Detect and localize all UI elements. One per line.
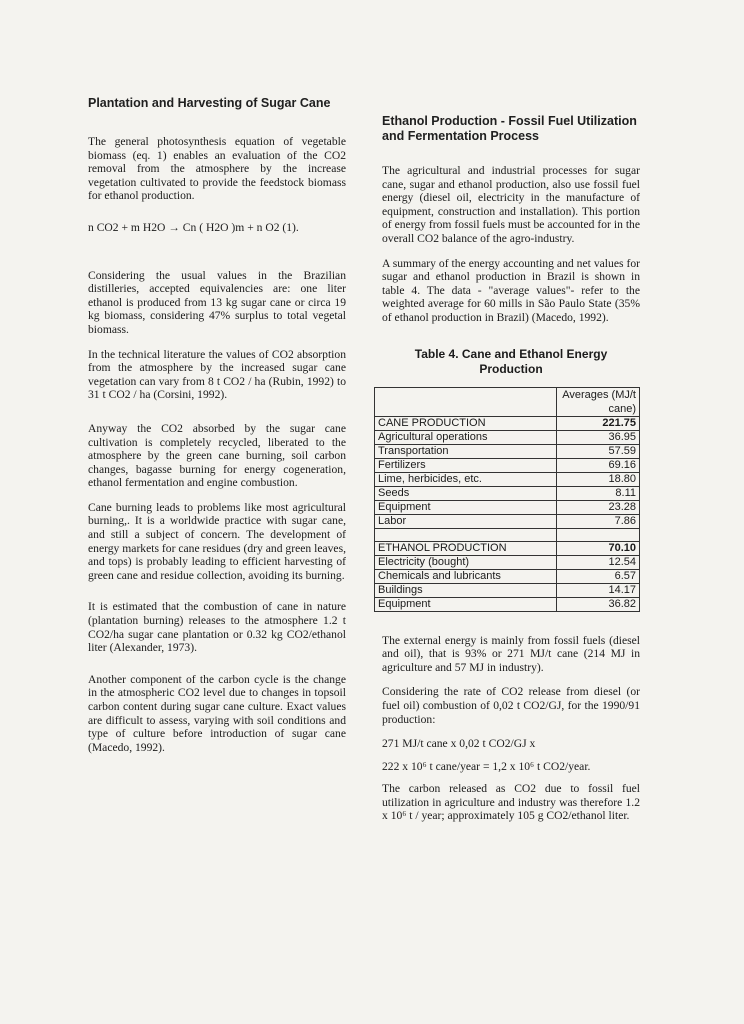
paragraph: The carbon released as CO2 due to fossil fuel utilization in agriculture and industry was therefore 1.2 x 10⁶ t / year; approximately 105 g CO2/ethanol liter. <box>382 782 640 823</box>
paragraph: The agricultural and industrial processes for sugar cane, sugar and ethanol production, also use fossil fuel energy (diesel oil, electricity in the manufacture of equipment, construction and installation). This portion of energy from fossil fuels must be accounted for in the overall CO2 balance of the agro-industry. <box>382 164 640 245</box>
table-row <box>375 597 640 611</box>
table-row-value: 23.28 <box>557 500 640 514</box>
equation-photosynthesis: n CO2 + m H2O → Cn ( H2O )m + n O2 (1). <box>88 220 299 234</box>
table-section-label: CANE PRODUCTION <box>375 416 557 430</box>
section-heading-plantation: Plantation and Harvesting of Sugar Cane <box>88 96 331 110</box>
paragraph: In the technical literature the values of CO2 absorption from the atmosphere by the increased sugar cane vegetation can vary from 8 t CO2 / ha (Rubin, 1992) to 31 t CO2 / ha (Corsini, 1992). <box>88 347 346 402</box>
ethanol-rows <box>375 555 640 611</box>
table-header-averages: Averages (MJ/t cane) <box>557 387 640 416</box>
table-row-value: 36.95 <box>557 430 640 444</box>
table-section-label: ETHANOL PRODUCTION <box>375 541 557 555</box>
paragraph: The external energy is mainly from fossil fuels (diesel and oil), that is 93% or 271 MJ/t cane (214 MJ in agriculture and 57 MJ in industry). <box>382 633 640 674</box>
table-row <box>375 486 640 500</box>
table-row-value: 6.57 <box>557 569 640 583</box>
table-row-label: Labor <box>375 514 557 528</box>
notes-block <box>382 634 640 824</box>
table-row <box>375 569 640 583</box>
paragraph: Anyway the CO2 absorbed by the sugar cane cultivation is completely recycled, liberated to the atmosphere by the green cane burning, soil carbon changes, bagasse burning for energy cogeneration, ethanol fermentation and engine combustion. <box>88 421 346 490</box>
left-column <box>88 96 346 765</box>
table-row-label: Agricultural operations <box>375 430 557 444</box>
table-row <box>375 444 640 458</box>
table-row-label: Transportation <box>375 444 557 458</box>
paragraph: Considering the rate of CO2 release from diesel (or fuel oil) combustion of 0,02 t CO2/GJ, for the 1990/91 production: <box>382 685 640 726</box>
right-column <box>378 96 640 834</box>
table-row-value: 7.86 <box>557 514 640 528</box>
paragraph: Considering the usual values in the Brazilian distilleries, accepted equivalencies are: one liter ethanol is produced from 13 kg sugar cane or circa 19 kg biomass, considering 47% surplus to total vegetal biomass. <box>88 268 346 336</box>
table-row <box>375 555 640 569</box>
paragraph: Cane burning leads to problems like most agricultural burning,. It is a worldwide practice with sugar cane, and still a subject of concern. The development of energy markets for cane residues (dry and green leaves, and tops) is probably leading to efficient harvesting of green cane and residue collection, avoiding its burning. <box>88 500 346 582</box>
table-section-row-cane <box>375 416 640 430</box>
paragraph: Another component of the carbon cycle is the change in the atmospheric CO2 level due to changes in topsoil carbon content during sugar cane culture. Exact values are difficult to assess, varying with soil conditions and type of culture before introduction of sugar cane (Macedo, 1992). <box>88 672 346 754</box>
table-row-value: 57.59 <box>557 444 640 458</box>
table-row-label: Lime, herbicides, etc. <box>375 472 557 486</box>
table-section-total: 221.75 <box>557 416 640 430</box>
cane-rows <box>375 430 640 528</box>
table-row-value: 36.82 <box>557 597 640 611</box>
table-header-row <box>375 387 640 416</box>
paragraph: The general photosynthesis equation of vegetable biomass (eq. 1) enables an evaluation of the CO2 removal from the atmosphere by the increase vegetation cultivated to provide the feedstock biomass for ethanol production. <box>88 135 346 203</box>
formula-line: 271 MJ/t cane x 0,02 t CO2/GJ x <box>382 737 536 751</box>
table-row <box>375 583 640 597</box>
table-row-label: Buildings <box>375 583 557 597</box>
energy-table <box>374 387 640 612</box>
table-row <box>375 500 640 514</box>
table-title: Table 4. Cane and Ethanol Energy Production <box>414 346 608 376</box>
table-spacer-cell <box>375 528 557 541</box>
table-row-value: 12.54 <box>557 555 640 569</box>
table-row-label: Equipment <box>375 597 557 611</box>
table-row-label: Chemicals and lubricants <box>375 569 557 583</box>
table-section-total: 70.10 <box>557 541 640 555</box>
table-row <box>375 430 640 444</box>
table-row-value: 8.11 <box>557 486 640 500</box>
table-spacer-cell <box>557 528 640 541</box>
table-row <box>375 472 640 486</box>
table-row-value: 18.80 <box>557 472 640 486</box>
table-row-label: Seeds <box>375 486 557 500</box>
section-heading-ethanol: Ethanol Production - Fossil Fuel Utilization and Fermentation Process <box>382 114 637 143</box>
table-section-row-ethanol <box>375 541 640 555</box>
table-spacer-row <box>375 528 640 541</box>
table-header-empty <box>375 387 557 416</box>
formula-line: 222 x 10⁶ t cane/year = 1,2 x 10⁶ t CO2/year. <box>382 759 591 773</box>
paragraph: A summary of the energy accounting and net values for sugar and ethanol production in Brazil is shown in table 4. The data - "average values"- refer to the weighted average for 60 mills in São Paulo State (35% of ethanol production in Brazil) (Macedo, 1992). <box>382 256 640 324</box>
table-row-label: Electricity (bought) <box>375 555 557 569</box>
table-row <box>375 514 640 528</box>
table-row-label: Fertilizers <box>375 458 557 472</box>
table-row-value: 69.16 <box>557 458 640 472</box>
table-row <box>375 458 640 472</box>
paragraph: It is estimated that the combustion of cane in nature (plantation burning) releases to the atmosphere 1.2 t CO2/ha sugar cane plantation or 0.32 kg CO2/ethanol liter (Alexander, 1973). <box>88 600 346 655</box>
table-row-value: 14.17 <box>557 583 640 597</box>
table-row-label: Equipment <box>375 500 557 514</box>
